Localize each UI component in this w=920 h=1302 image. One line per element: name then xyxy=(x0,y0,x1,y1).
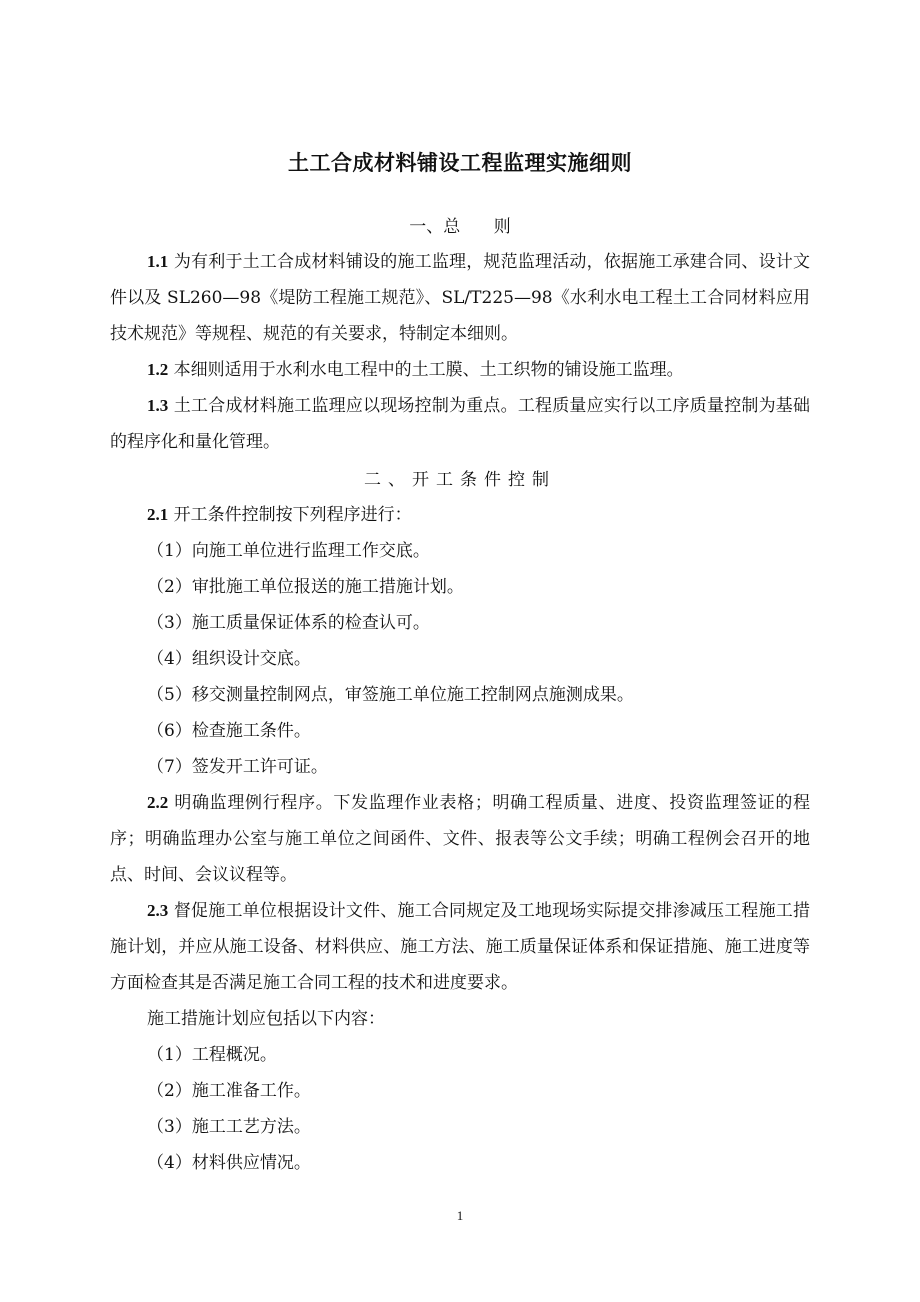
list-item: （3）施工工艺方法。 xyxy=(147,1117,311,1137)
list-item: （7）签发开工许可证。 xyxy=(147,757,328,777)
section-start-conditions-body xyxy=(110,497,810,1181)
list-item: （1）向施工单位进行监理工作交底。 xyxy=(147,541,430,561)
section-heading-start-conditions: 二、开工条件控制 xyxy=(364,470,556,490)
list-item: （6）检查施工条件。 xyxy=(147,721,311,741)
paragraph-2-1: 2.1 开工条件控制按下列程序进行： xyxy=(147,505,412,525)
paragraph-2-2: 2.2 明确监理例行程序。下发监理作业表格；明确工程质量、进度、投资监理签证的程序；明确监理办公室与施工单位之间函件、文件、报表等公文手续；明确工程例会召开的地点、时间、会议议程等。 xyxy=(110,793,810,885)
paragraph-2-3: 2.3 督促施工单位根据设计文件、施工合同规定及工地现场实际提交排渗减压工程施工措施计划，并应从施工设备、材料供应、施工方法、施工质量保证体系和保证措施、施工进度等方面检查其是否满足施工合同工程的技术和进度要求。 xyxy=(110,901,810,993)
paragraph-1-3: 1.3 土工合成材料施工监理应以现场控制为重点。工程质量应实行以工序质量控制为基础的程序化和量化管理。 xyxy=(110,396,810,452)
list-item: （2）审批施工单位报送的施工措施计划。 xyxy=(147,577,464,597)
list-item: （5）移交测量控制网点，审签施工单位施工控制网点施测成果。 xyxy=(147,685,634,705)
page-number: 1 xyxy=(456,1208,464,1223)
paragraph-1-1: 1.1 为有利于土工合成材料铺设的施工监理，规范监理活动，依据施工承建合同、设计文件以及 SL260—98《堤防工程施工规范》、SL/T225—98《水利水电工程土工合同材料应用技术规范》等规程、规范的有关要求，特制定本细则。 xyxy=(110,252,810,344)
list-item: （2）施工准备工作。 xyxy=(147,1081,311,1101)
paragraph-1-2: 1.2 本细则适用于水利水电工程中的土工膜、土工织物的铺设施工监理。 xyxy=(147,360,684,380)
list-item: （4）材料供应情况。 xyxy=(147,1153,311,1173)
list-item: （3）施工质量保证体系的检查认可。 xyxy=(147,613,430,633)
section-heading-general: 一、总 则 xyxy=(409,217,511,237)
plan-intro: 施工措施计划应包括以下内容： xyxy=(147,1009,385,1029)
document-title: 土工合成材料铺设工程监理实施细则 xyxy=(288,151,632,175)
section-general-body xyxy=(110,244,810,460)
list-item: （1）工程概况。 xyxy=(147,1045,277,1065)
list-item: （4）组织设计交底。 xyxy=(147,649,311,669)
